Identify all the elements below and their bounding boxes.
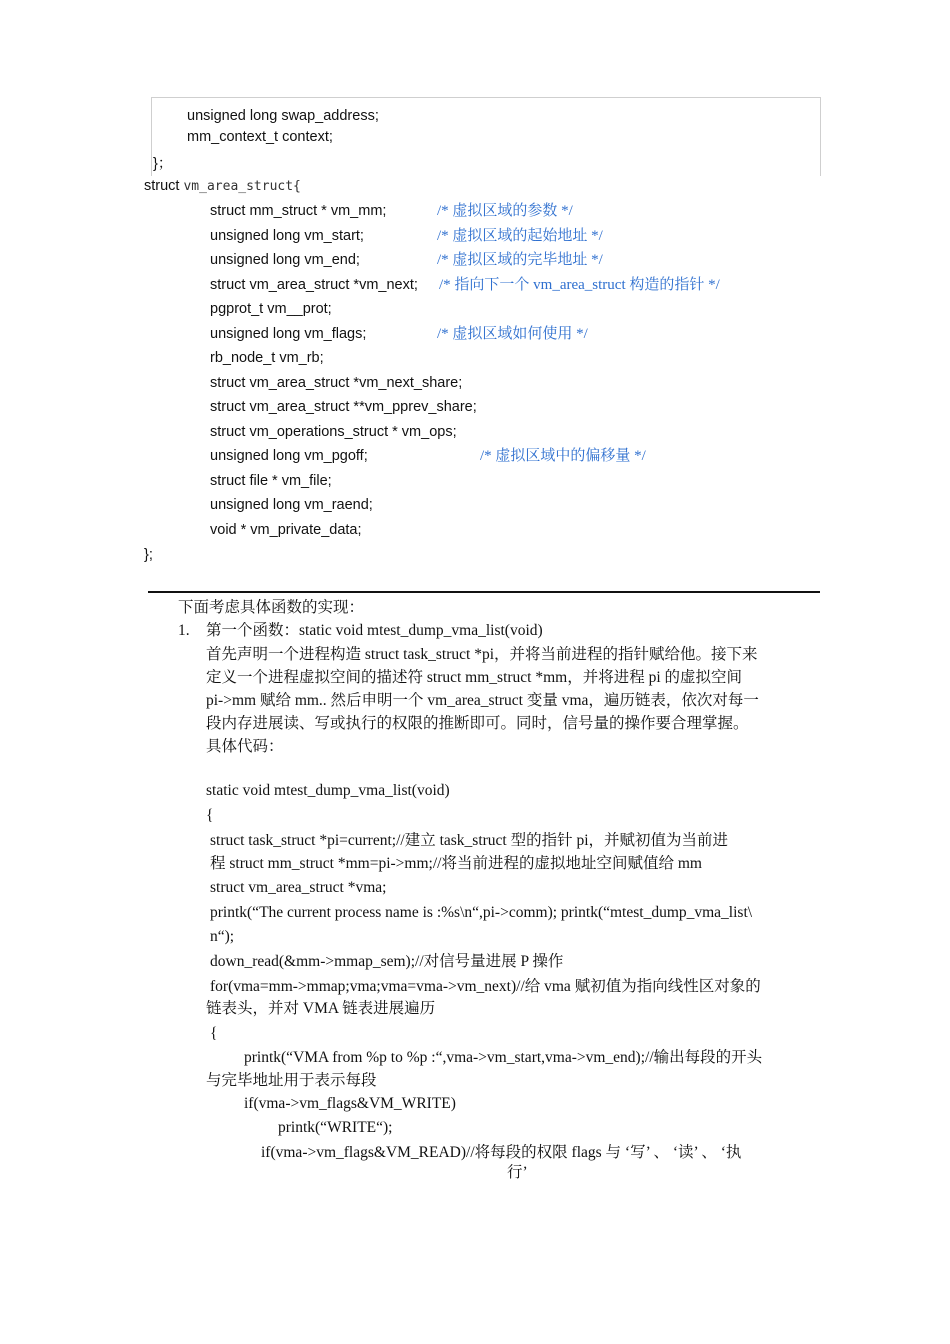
struct-field-comment: /* 指向下一个 vm_area_struct 构造的指针 */ xyxy=(439,277,720,293)
code-line: 程 struct mm_struct *mm=pi->mm;//将当前进程的虚拟地址空间赋值给 mm xyxy=(210,855,702,872)
code-line: { xyxy=(210,1025,218,1042)
code-line: 链表头，并对 VMA 链表进展遍历 xyxy=(206,1000,436,1017)
code-line: if(vma->vm_flags&VM_WRITE) xyxy=(244,1095,456,1112)
code-line: static void mtest_dump_vma_list(void) xyxy=(206,782,450,799)
paragraph-line: 首先声明一个进程构造 struct task_struct *pi，并将当前进程的指针赋给他。接下来 xyxy=(206,646,758,663)
struct-field-code: pgprot_t vm__prot; xyxy=(210,301,332,317)
code-line: 与完毕地址用于表示每段 xyxy=(206,1072,377,1089)
paragraph-line: 段内存进展读、写或执行的权限的推断即可。同时，信号量的操作要合理掌握。 xyxy=(206,715,749,732)
paragraph-line: 定义一个进程虚拟空间的描述符 struct mm_struct *mm，并将进程 pi 的虚拟空间 xyxy=(206,669,743,686)
code-line: struct task_struct *pi=current;//建立 task_struct 型的指针 pi，并赋初值为当前进 xyxy=(210,832,729,849)
struct-field-code: struct vm_area_struct *vm_next_share; xyxy=(210,375,463,391)
code-line: printk(“WRITE“); xyxy=(278,1119,393,1136)
struct-field-code: struct file * vm_file; xyxy=(210,473,332,489)
code-line: 行’ xyxy=(507,1164,528,1181)
code-line: }； xyxy=(153,156,173,172)
struct-field-code: unsigned long vm_pgoff; xyxy=(210,448,368,464)
struct-field-code: struct vm_operations_struct * vm_ops; xyxy=(210,424,457,440)
code-line: down_read(&mm->mmap_sem);//对信号量进展 P 操作 xyxy=(210,953,564,970)
struct-field-code: unsigned long vm_raend; xyxy=(210,497,373,513)
horizontal-rule xyxy=(148,591,820,593)
code-line: struct vm_area_struct *vma; xyxy=(210,879,387,896)
code-line: printk(“The current process name is :%s\n“,pi->comm); printk(“mtest_dump_vma_list\ xyxy=(210,904,753,921)
struct-field-comment: /* 虚拟区域的起始地址 */ xyxy=(437,228,603,244)
struct-field-code: unsigned long vm_start; xyxy=(210,228,364,244)
struct-field-comment: /* 虚拟区域如何使用 */ xyxy=(437,326,588,342)
code-line: for(vma=mm->mmap;vma;vma=vma->vm_next)//给 vma 赋初值为指向线性区对象的 xyxy=(210,978,761,995)
section-intro: 下面考虑具体函数的实现： xyxy=(178,599,365,616)
struct-field-comment: /* 虚拟区域的完毕地址 */ xyxy=(437,252,603,268)
struct-keyword: struct xyxy=(144,178,184,194)
struct-field-comment: /* 虚拟区域的参数 */ xyxy=(437,203,573,219)
struct-header xyxy=(144,176,301,197)
struct-field-code: void * vm_private_data; xyxy=(210,522,362,538)
code-line: unsigned long swap_address; xyxy=(187,108,379,124)
struct-field-code: struct mm_struct * vm_mm; xyxy=(210,203,387,219)
code-line: mm_context_t context; xyxy=(187,129,333,145)
struct-field-code: unsigned long vm_end; xyxy=(210,252,360,268)
struct-close: }; xyxy=(144,547,153,563)
code-line: printk(“VMA from %p to %p :“,vma->vm_start,vma->vm_end);//输出每段的开头 xyxy=(244,1049,763,1066)
code-line: if(vma->vm_flags&VM_READ)//将每段的权限 flags 与 ‘写’ 、 ‘读’ 、 ‘执 xyxy=(261,1144,742,1161)
struct-field-code: struct vm_area_struct **vm_pprev_share; xyxy=(210,399,477,415)
list-item-title: 第一个函数：static void mtest_dump_vma_list(void) xyxy=(206,622,543,639)
struct-field-code: rb_node_t vm_rb; xyxy=(210,350,324,366)
struct-name: vm_area_struct{ xyxy=(183,179,301,194)
list-number: 1. xyxy=(178,622,190,639)
paragraph-line: pi->mm 赋给 mm.. 然后申明一个 vm_area_struct 变量 vma，遍历链表，依次对每一 xyxy=(206,692,759,709)
code-line: { xyxy=(206,807,214,824)
paragraph-line: 具体代码： xyxy=(206,738,284,755)
struct-field-code: struct vm_area_struct *vm_next; xyxy=(210,277,418,293)
code-line: n“); xyxy=(210,928,235,945)
struct-field-comment: /* 虚拟区域中的偏移量 */ xyxy=(480,448,646,464)
struct-field-code: unsigned long vm_flags; xyxy=(210,326,367,342)
